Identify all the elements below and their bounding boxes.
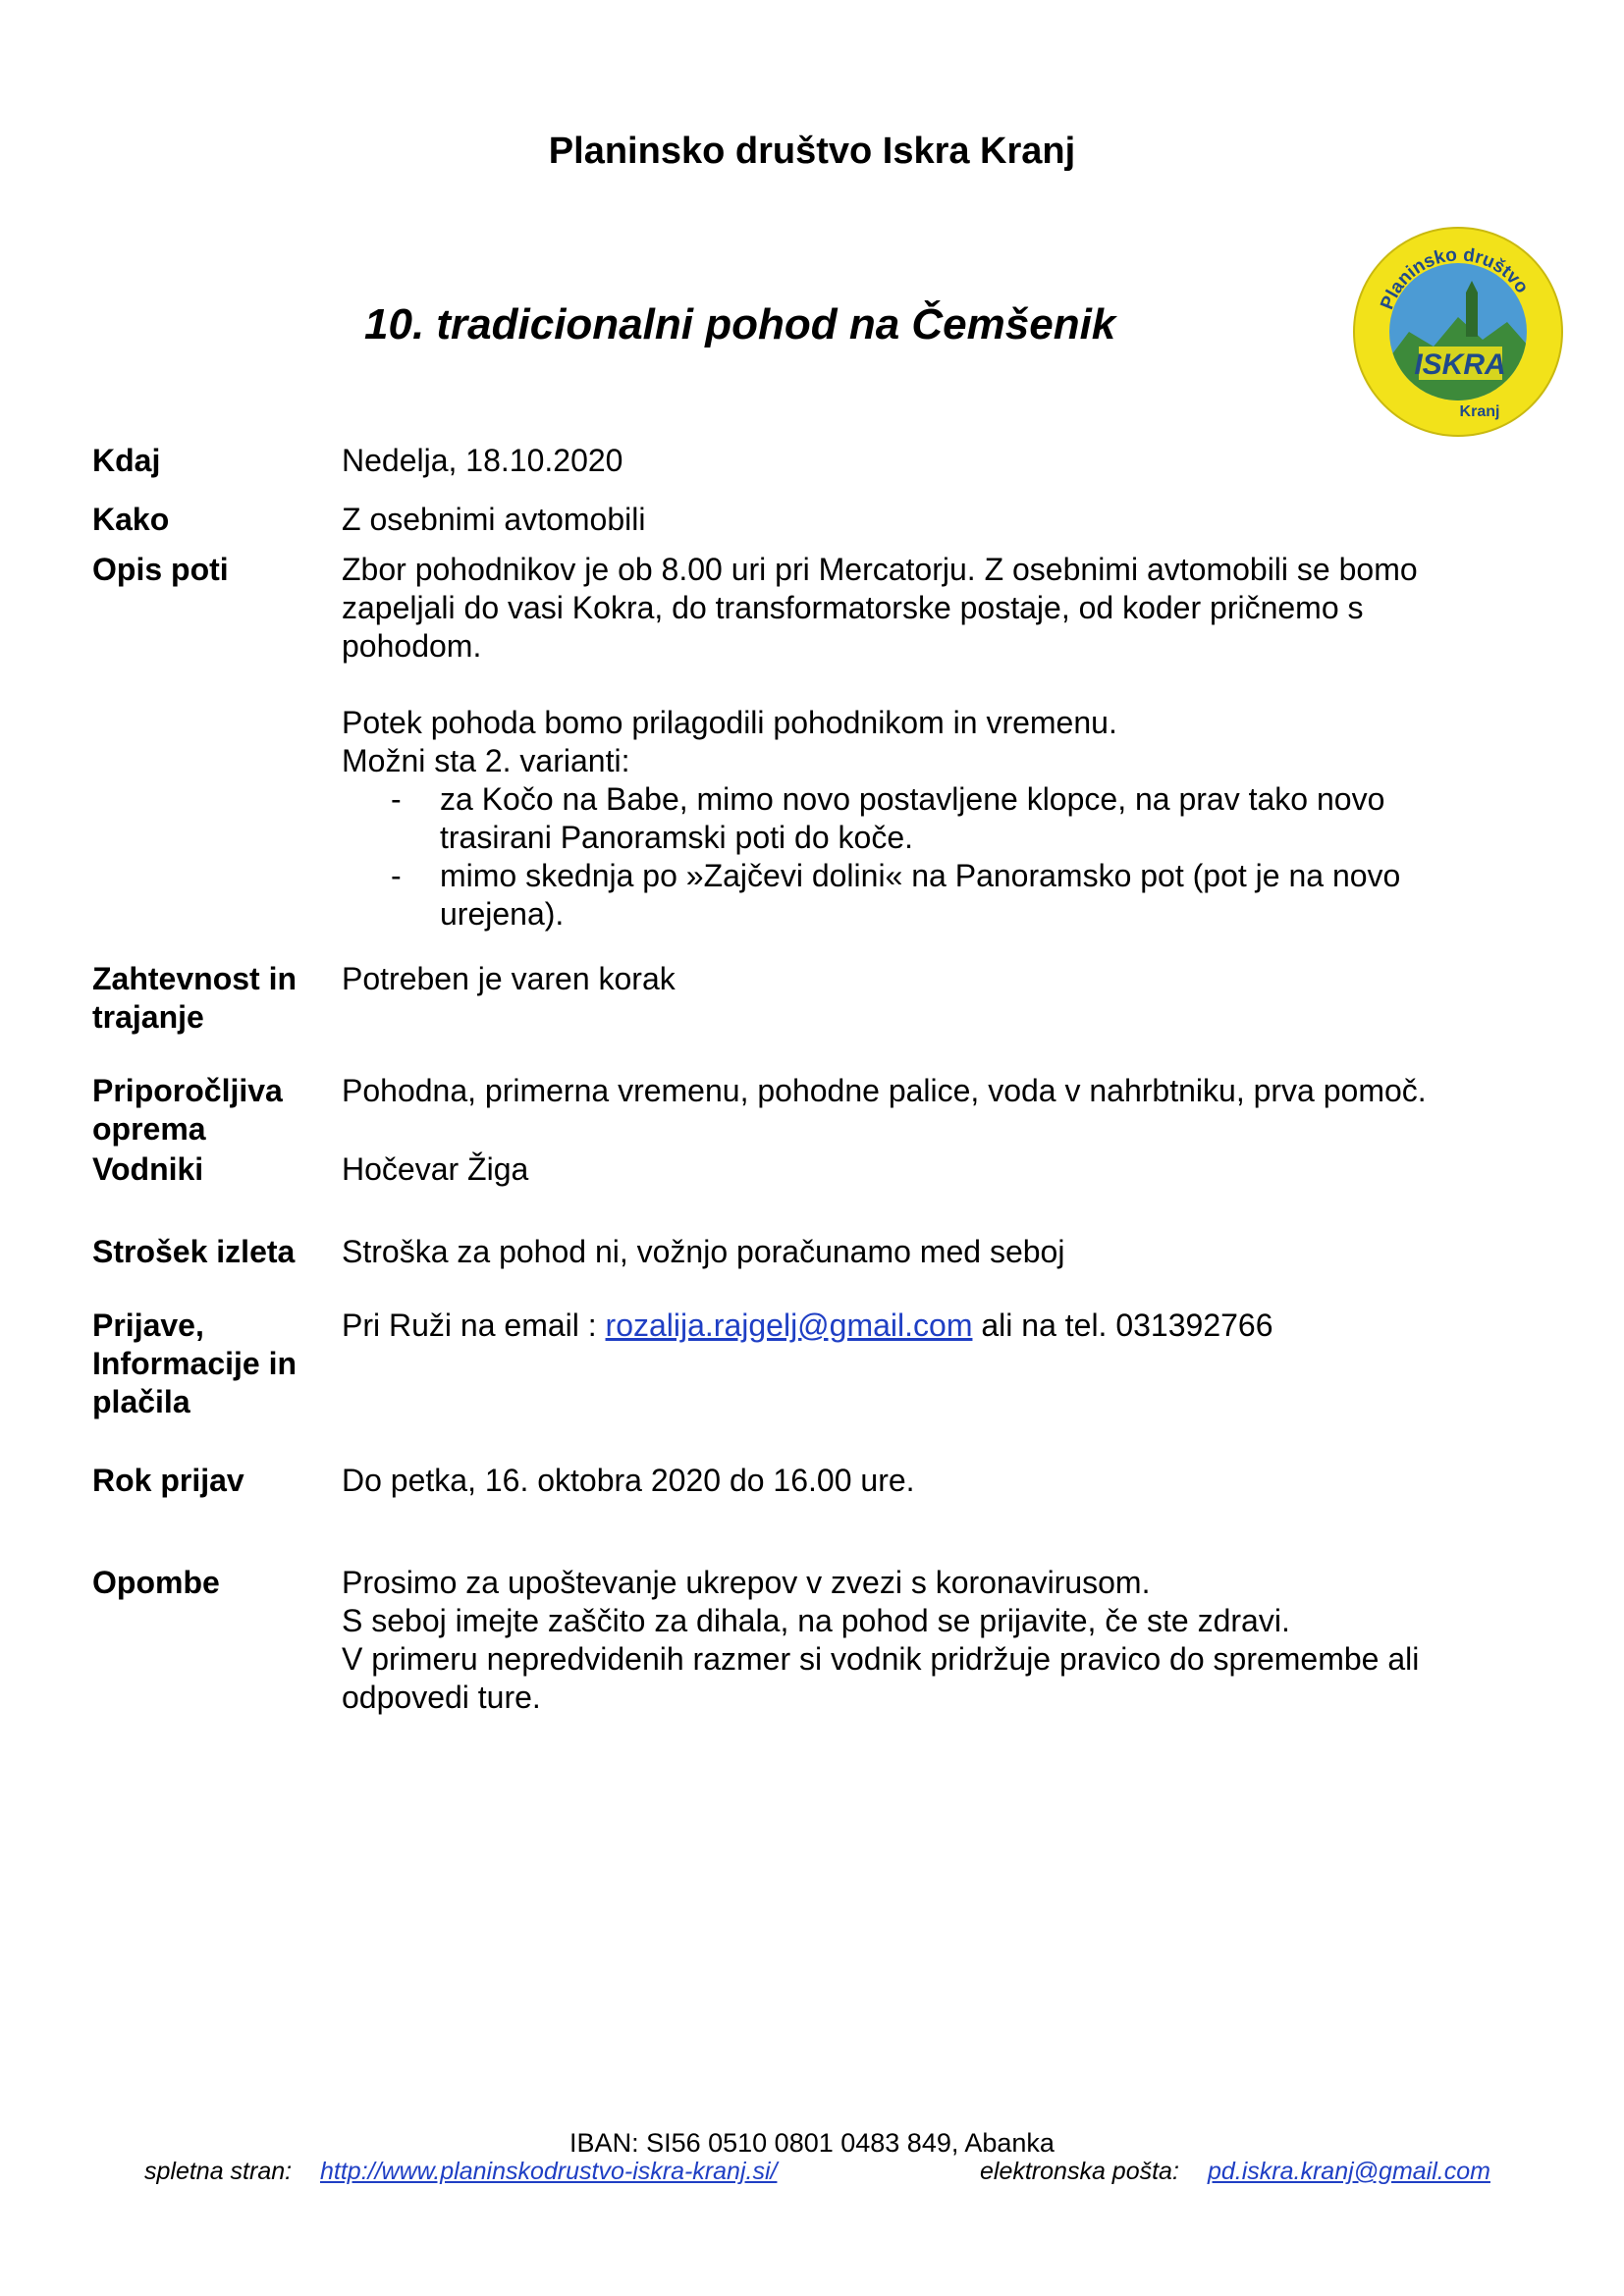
list-item (342, 780, 1500, 857)
bullet-dash: - (391, 858, 402, 893)
label-opombe: Opombe (92, 1565, 220, 1600)
contact-email-link[interactable]: rozalija.rajgelj@gmail.com (605, 1308, 973, 1343)
label-zahtevnost: Zahtevnost in trajanje (92, 961, 298, 1035)
opombe-line: Prosimo za upoštevanje ukrepov v zvezi s koronavirusom. (342, 1565, 1151, 1600)
club-logo-icon (1350, 224, 1566, 440)
variant-text: mimo skednja po »Zajčevi dolini« na Panoramsko pot (pot je na novo urejena). (440, 858, 1401, 932)
label-vodniki: Vodniki (92, 1151, 204, 1187)
footer-website-link[interactable]: http://www.planinskodrustvo-iskra-kranj.si/ (320, 2158, 778, 2185)
footer-mail-label: elektronska pošta: (980, 2158, 1179, 2185)
label-prijave: Prijave, Informacije in plačila (92, 1308, 298, 1419)
logo-main-text: ISKRA (1414, 348, 1506, 381)
value-zahtevnost: Potreben je varen korak (342, 961, 676, 996)
value-opis (342, 551, 1500, 934)
prijave-suffix: ali na tel. 031392766 (972, 1308, 1273, 1343)
opombe-line: S seboj imejte zaščito za dihala, na pohod se prijavite, če ste zdravi. (342, 1603, 1290, 1638)
footer-iban: IBAN: SI56 0510 0801 0483 849, Abanka (569, 2128, 1055, 2158)
label-strosek: Strošek izleta (92, 1234, 296, 1269)
value-oprema: Pohodna, primerna vremenu, pohodne palice, voda v nahrbtniku, prva pomoč. (342, 1073, 1427, 1108)
footer-web-label: spletna stran: (144, 2158, 293, 2185)
event-title: 10. tradicionalni pohod na Čemšenik (364, 300, 1116, 348)
label-oprema: Priporočljiva oprema (92, 1073, 283, 1147)
list-item (342, 857, 1500, 934)
logo-bottom-text: Kranj (1459, 403, 1500, 420)
bullet-dash: - (391, 781, 402, 817)
value-prijave (342, 1307, 1500, 1345)
logo-top-text: Planinsko društvo (1377, 244, 1533, 313)
value-kdaj: Nedelja, 18.10.2020 (342, 443, 623, 478)
value-opombe (342, 1564, 1500, 1717)
route-variants-list (342, 780, 1500, 934)
opis-paragraph: Potek pohoda bomo prilagodili pohodnikom in vremenu. (342, 705, 1117, 740)
value-strosek: Stroška za pohod ni, vožnjo poračunamo med seboj (342, 1234, 1065, 1269)
value-vodniki: Hočevar Žiga (342, 1151, 529, 1187)
prijave-prefix: Pri Ruži na email : (342, 1308, 606, 1343)
label-rok: Rok prijav (92, 1463, 244, 1498)
label-kako: Kako (92, 502, 170, 537)
opis-paragraph: Možni sta 2. varianti: (342, 743, 630, 778)
opis-paragraph: Zbor pohodnikov je ob 8.00 uri pri Mercatorju. Z osebnimi avtomobili se bomo zapeljali do vasi Kokra, do transformatorske postaje, od koder pričnemo s pohodom. (342, 552, 1418, 664)
variant-text: za Kočo na Babe, mimo novo postavljene klopce, na prav tako novo trasirani Panoramski poti do koče. (440, 781, 1385, 855)
value-kako: Z osebnimi avtomobili (342, 502, 646, 537)
organization-name: Planinsko društvo Iskra Kranj (548, 131, 1076, 172)
label-kdaj: Kdaj (92, 443, 161, 478)
opombe-line: V primeru nepredvidenih razmer si vodnik pridržuje pravico do spremembe ali odpovedi ture. (342, 1641, 1420, 1715)
value-rok: Do petka, 16. oktobra 2020 do 16.00 ure. (342, 1463, 915, 1498)
label-opis: Opis poti (92, 552, 229, 587)
footer-email-link[interactable]: pd.iskra.kranj@gmail.com (1208, 2158, 1490, 2185)
